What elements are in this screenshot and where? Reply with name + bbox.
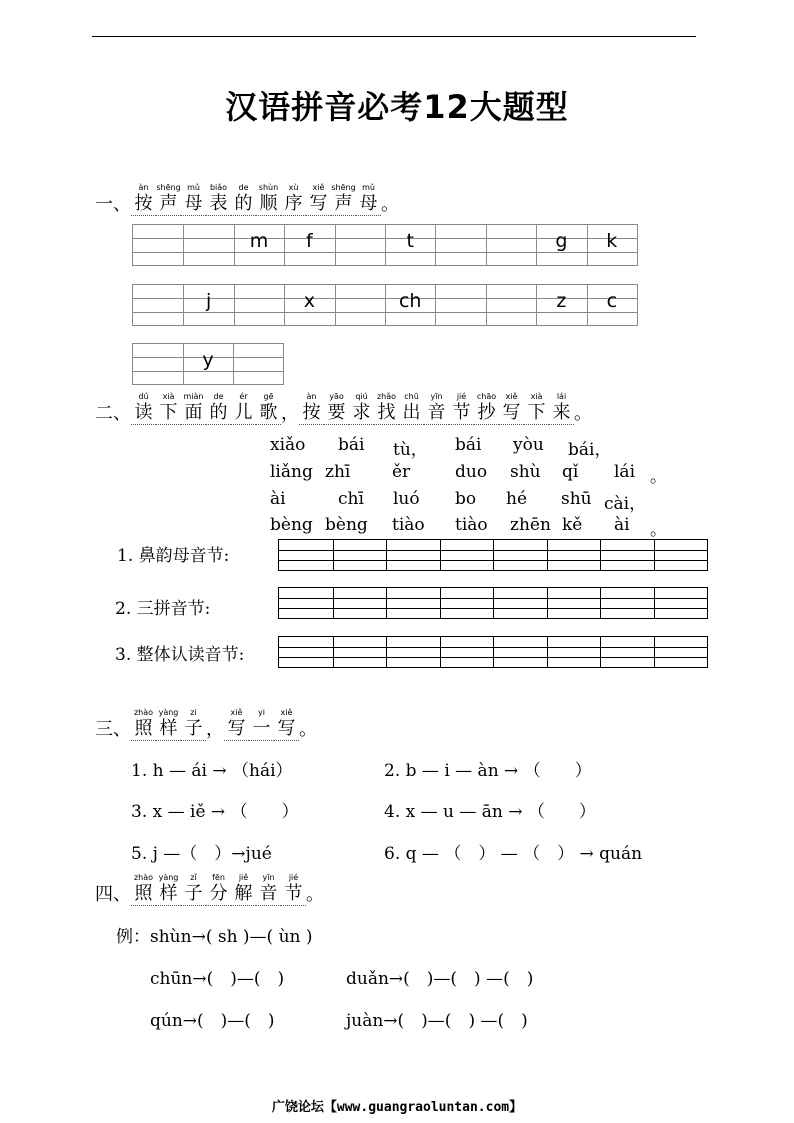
section4-pinyin-5: yīn (262, 873, 275, 882)
answer-grid-1-divider-6 (600, 540, 601, 570)
section2-hanzi-3: 的 (206, 402, 231, 425)
section2-pinyin-18 (574, 393, 592, 403)
footer-site: 广饶论坛【www.guangraoluntan.com】 (271, 1100, 523, 1115)
section3-pinyin-2: zi (190, 708, 197, 717)
poem-word: 。 (650, 520, 667, 540)
grid2-cell-1: j (205, 290, 212, 313)
section2-pinyin-12: yīn (430, 392, 443, 401)
decompose-4: juàn→( )—( ) —( ) (346, 1011, 528, 1031)
section3-char-6 (274, 708, 299, 741)
section2-char-3 (206, 392, 231, 425)
section4-pinyin-3: fēn (212, 873, 225, 882)
grid2-divider-6 (435, 285, 436, 325)
section3-char-7 (299, 709, 317, 741)
section2-char-12 (424, 392, 449, 425)
poem-word: bo (455, 489, 477, 509)
decompose-2: duǎn→( )—( ) —( ) (346, 969, 534, 989)
section1-char-1 (156, 183, 181, 216)
answer-grid-1-divider-7 (654, 540, 655, 570)
section2-hanzi-17: 来 (549, 402, 574, 425)
poem-word: zhēn (510, 515, 551, 535)
section2-pinyin-11: chū (404, 392, 419, 401)
section2-hanzi-0: 读 (131, 402, 156, 425)
section2-pinyin-4: ér (239, 392, 248, 401)
answer-grid-2-divider-7 (654, 588, 655, 618)
section4-hanzi-0: 照 (131, 883, 156, 906)
section1-char-10 (381, 184, 399, 216)
section1-pinyin-5: shùn (258, 183, 279, 192)
section2-pinyin-7: àn (306, 392, 317, 401)
section2-hanzi-11: 出 (399, 402, 424, 425)
writing-grid-row-2 (132, 284, 638, 326)
grid2-divider-2 (234, 285, 235, 325)
poem-word: ěr (392, 462, 411, 482)
answer-grid-1-divider-2 (386, 540, 387, 570)
answer-grid-3-divider-3 (440, 637, 441, 667)
poem-word: zhī (325, 462, 351, 482)
writing-grid-row-1 (132, 224, 638, 266)
section2-pinyin-15: xiě (505, 392, 518, 401)
poem-word: bái (338, 435, 365, 455)
section4-hanzi-2: 子 (181, 883, 206, 906)
section3-pinyin-5: yi (258, 708, 265, 717)
poem-word: shù (510, 462, 541, 482)
section2-char-6 (281, 393, 299, 425)
exercise-4: 4. x — u — ān → （ ） (384, 802, 596, 822)
section2-char-2 (181, 392, 206, 425)
section3-char-2 (181, 708, 206, 741)
section1-hanzi-5: 顺 (256, 193, 281, 216)
section4-pinyin-0: zhào (133, 873, 154, 882)
grid1-cell-2: m (249, 230, 269, 253)
poem-word: bèng (270, 515, 313, 535)
answer-grid-3-divider-4 (493, 637, 494, 667)
decompose-3: qún→( )—( ) (150, 1011, 275, 1031)
section1-pinyin-10 (381, 184, 399, 194)
section4-char-3 (206, 873, 231, 906)
section3-char-5 (249, 708, 274, 741)
grid2-divider-7 (486, 285, 487, 325)
section1-char-9 (356, 183, 381, 216)
poem-word: cài， (604, 494, 647, 514)
answer-grid-3-divider-7 (654, 637, 655, 667)
section2-pinyin-3: de (213, 392, 224, 401)
section2-hanzi-15: 写 (499, 402, 524, 425)
section3-hanzi-5: 一 (249, 718, 274, 741)
section2-char-1 (156, 392, 181, 425)
grid1-divider-7 (486, 225, 487, 265)
poem-word: chī (338, 489, 364, 509)
section4-char-1 (156, 873, 181, 906)
grid2-cell-5: ch (398, 290, 422, 313)
poem-word: hé (506, 489, 528, 509)
section2-number: 二、 (95, 403, 131, 424)
answer-grid-nasal (278, 539, 708, 571)
section1-hanzi-0: 按 (131, 193, 156, 216)
section3-char-3 (206, 709, 224, 741)
section4-hanzi-6: 节 (281, 883, 306, 906)
section1-hanzi-8: 声 (331, 193, 356, 216)
section3-hanzi-3: ， (206, 719, 224, 740)
section4-hanzi-7: 。 (306, 884, 324, 905)
section3-pinyin-7 (299, 709, 317, 719)
grid2-divider-4 (335, 285, 336, 325)
exercise-5: 5. j —（ ）→jué (131, 844, 272, 864)
section4-hanzi-1: 样 (156, 883, 181, 906)
section2-pinyin-16: xià (530, 392, 543, 401)
section2-pinyin-6 (281, 393, 299, 403)
section4-char-6 (281, 873, 306, 906)
section3-pinyin-0: zhào (133, 708, 154, 717)
section3-char-0 (131, 708, 156, 741)
page-title: 汉语拼音必考12大题型 (225, 88, 569, 126)
section2-hanzi-18: 。 (574, 403, 592, 424)
section4-char-5 (256, 873, 281, 906)
section1-number: 一、 (95, 194, 131, 215)
section1-pinyin-9: mǔ (362, 183, 375, 192)
grid2-cell-9: c (606, 290, 618, 313)
answer-grid-2-divider-4 (493, 588, 494, 618)
exercise-3: 3. x — iě → （ ） (131, 802, 299, 822)
section1-char-7 (306, 183, 331, 216)
section2-char-5 (256, 392, 281, 425)
section3-hanzi-1: 样 (156, 718, 181, 741)
section3-hanzi-0: 照 (131, 718, 156, 741)
poem-word: ài (614, 515, 630, 535)
top-rule (92, 36, 696, 37)
section3-hanzi-4: 写 (224, 718, 249, 741)
answer-grid-1-divider-3 (440, 540, 441, 570)
section2-hanzi-4: 儿 (231, 402, 256, 425)
section2-hanzi-6: ， (281, 403, 299, 424)
section2-heading (95, 392, 592, 425)
grid1-cell-3: f (306, 230, 313, 253)
exercise-1: 1. h — ái → （hái） (131, 761, 293, 781)
section4-hanzi-3: 分 (206, 883, 231, 906)
grid3-cell-1: y (202, 349, 214, 372)
section4-pinyin-1: yàng (158, 873, 179, 882)
section1-hanzi-3: 表 (206, 193, 231, 216)
section4-char-0 (131, 873, 156, 906)
section3-instruction (131, 708, 317, 741)
answer-grid-2-divider-6 (600, 588, 601, 618)
poem-word: xiǎo (270, 435, 306, 455)
section1-hanzi-6: 序 (281, 193, 306, 216)
section2-hanzi-13: 节 (449, 402, 474, 425)
answer-grid-1-divider-4 (493, 540, 494, 570)
answer-grid-three-part (278, 587, 708, 619)
section3-pinyin-1: yàng (158, 708, 179, 717)
answer-grid-2-divider-1 (333, 588, 334, 618)
grid1-cell-9: k (606, 230, 618, 253)
section2-char-11 (399, 392, 424, 425)
section1-hanzi-7: 写 (306, 193, 331, 216)
poem-word: tiào (455, 515, 488, 535)
section2-char-8 (324, 392, 349, 425)
poem-word: yòu (513, 435, 544, 455)
section2-char-17 (549, 392, 574, 425)
section1-pinyin-3: biǎo (209, 183, 228, 192)
section3-pinyin-4: xiě (230, 708, 243, 717)
section2-hanzi-9: 求 (349, 402, 374, 425)
grid1-divider-4 (335, 225, 336, 265)
section2-pinyin-10: zhǎo (376, 392, 397, 401)
section1-char-8 (331, 183, 356, 216)
example-decompose: 例：shùn→( sh )—( ùn ) (116, 927, 313, 947)
answer-grid-2-divider-3 (440, 588, 441, 618)
section2-char-16 (524, 392, 549, 425)
answer-grid-3-divider-2 (386, 637, 387, 667)
section3-char-1 (156, 708, 181, 741)
section4-hanzi-4: 解 (231, 883, 256, 906)
writing-grid-row-3 (132, 343, 284, 385)
section2-pinyin-17: lái (556, 392, 567, 401)
section2-pinyin-14: chāo (476, 392, 497, 401)
section2-char-14 (474, 392, 499, 425)
section1-char-0 (131, 183, 156, 216)
answer-grid-2-divider-5 (547, 588, 548, 618)
section2-hanzi-5: 歌 (256, 402, 281, 425)
section2-pinyin-2: miàn (183, 392, 204, 401)
section1-char-4 (231, 183, 256, 216)
section2-hanzi-2: 面 (181, 402, 206, 425)
poem-word: duo (455, 462, 488, 482)
section2-char-15 (499, 392, 524, 425)
section2-hanzi-16: 下 (524, 402, 549, 425)
section1-char-5 (256, 183, 281, 216)
section1-char-6 (281, 183, 306, 216)
exercise-2: 2. b — i — àn → （ ） (384, 761, 592, 781)
section3-pinyin-6: xiě (280, 708, 293, 717)
poem-word: qǐ (562, 462, 579, 482)
section3-hanzi-7: 。 (299, 719, 317, 740)
section1-hanzi-10: 。 (381, 194, 399, 215)
poem-word: ài (270, 489, 286, 509)
answer-grid-whole-syllable (278, 636, 708, 668)
section2-char-18 (574, 393, 592, 425)
answer-grid-3-divider-5 (547, 637, 548, 667)
section2-char-13 (449, 392, 474, 425)
section1-instruction (131, 183, 399, 216)
poem-word: shū (561, 489, 592, 509)
section1-pinyin-7: xiě (312, 183, 325, 192)
section2-hanzi-10: 找 (374, 402, 399, 425)
section1-pinyin-4: de (238, 183, 249, 192)
grid3-divider-2 (233, 344, 234, 384)
poem-word: tiào (392, 515, 425, 535)
section2-hanzi-1: 下 (156, 402, 181, 425)
section4-instruction (131, 873, 324, 906)
section1-char-2 (181, 183, 206, 216)
poem-word: luó (393, 489, 420, 509)
section4-pinyin-4: jiě (238, 873, 249, 882)
section1-hanzi-1: 声 (156, 193, 181, 216)
section4-char-7 (306, 874, 324, 906)
question-nasal-finals: 1. 鼻韵母音节: (117, 546, 230, 566)
poem-word: bái， (568, 440, 612, 460)
section3-hanzi-6: 写 (274, 718, 299, 741)
answer-grid-1-divider-1 (333, 540, 334, 570)
section2-hanzi-7: 按 (299, 402, 324, 425)
section2-instruction (131, 392, 592, 425)
section2-pinyin-9: qiú (355, 392, 368, 401)
section2-hanzi-12: 音 (424, 402, 449, 425)
section4-char-2 (181, 873, 206, 906)
section4-pinyin-2: zǐ (190, 873, 197, 882)
poem-word: liǎng (270, 462, 313, 482)
poem-word: bái (455, 435, 482, 455)
poem-word: 。 (650, 467, 667, 487)
section2-pinyin-0: dú (138, 392, 149, 401)
section4-hanzi-5: 音 (256, 883, 281, 906)
section4-number: 四、 (95, 884, 131, 905)
grid1-cell-5: t (406, 230, 414, 253)
section3-heading (95, 708, 317, 741)
section3-pinyin-3 (206, 709, 224, 719)
section2-hanzi-14: 抄 (474, 402, 499, 425)
section1-hanzi-2: 母 (181, 193, 206, 216)
section2-char-9 (349, 392, 374, 425)
decompose-1: chūn→( )—( ) (150, 969, 285, 989)
section1-pinyin-0: àn (138, 183, 149, 192)
section2-char-10 (374, 392, 399, 425)
section3-hanzi-2: 子 (181, 718, 206, 741)
grid2-cell-3: x (303, 290, 315, 313)
section1-pinyin-2: mǔ (187, 183, 200, 192)
section1-pinyin-6: xù (288, 183, 299, 192)
section1-pinyin-1: shēng (156, 183, 181, 192)
section4-heading (95, 873, 324, 906)
grid1-divider-1 (183, 225, 184, 265)
section2-pinyin-8: yāo (329, 392, 344, 401)
section2-char-0 (131, 392, 156, 425)
section3-char-4 (224, 708, 249, 741)
section2-pinyin-13: jié (456, 392, 467, 401)
poem-word: tù， (393, 440, 428, 460)
answer-grid-3-divider-6 (600, 637, 601, 667)
poem-word: bèng (325, 515, 368, 535)
section4-char-4 (231, 873, 256, 906)
section2-char-7 (299, 392, 324, 425)
grid1-divider-6 (435, 225, 436, 265)
question-whole-syllable: 3. 整体认读音节: (115, 645, 245, 665)
grid2-cell-8: z (556, 290, 567, 313)
section2-pinyin-5: gē (263, 392, 274, 401)
answer-grid-2-divider-2 (386, 588, 387, 618)
question-three-part: 2. 三拼音节: (115, 599, 211, 619)
section2-pinyin-1: xià (162, 392, 175, 401)
section2-hanzi-8: 要 (324, 402, 349, 425)
answer-grid-1-divider-5 (547, 540, 548, 570)
answer-grid-3-divider-1 (333, 637, 334, 667)
section1-char-3 (206, 183, 231, 216)
section1-hanzi-9: 母 (356, 193, 381, 216)
section3-number: 三、 (95, 719, 131, 740)
section1-pinyin-8: shēng (331, 183, 356, 192)
section4-pinyin-7 (306, 874, 324, 884)
exercise-6: 6. q — （ ） — （ ） → quán (384, 844, 643, 864)
section1-heading (95, 183, 399, 216)
section2-char-4 (231, 392, 256, 425)
grid1-cell-8: g (555, 230, 568, 253)
poem-word: lái (614, 462, 636, 482)
section1-hanzi-4: 的 (231, 193, 256, 216)
section4-pinyin-6: jié (288, 873, 299, 882)
poem-word: kě (562, 515, 583, 535)
